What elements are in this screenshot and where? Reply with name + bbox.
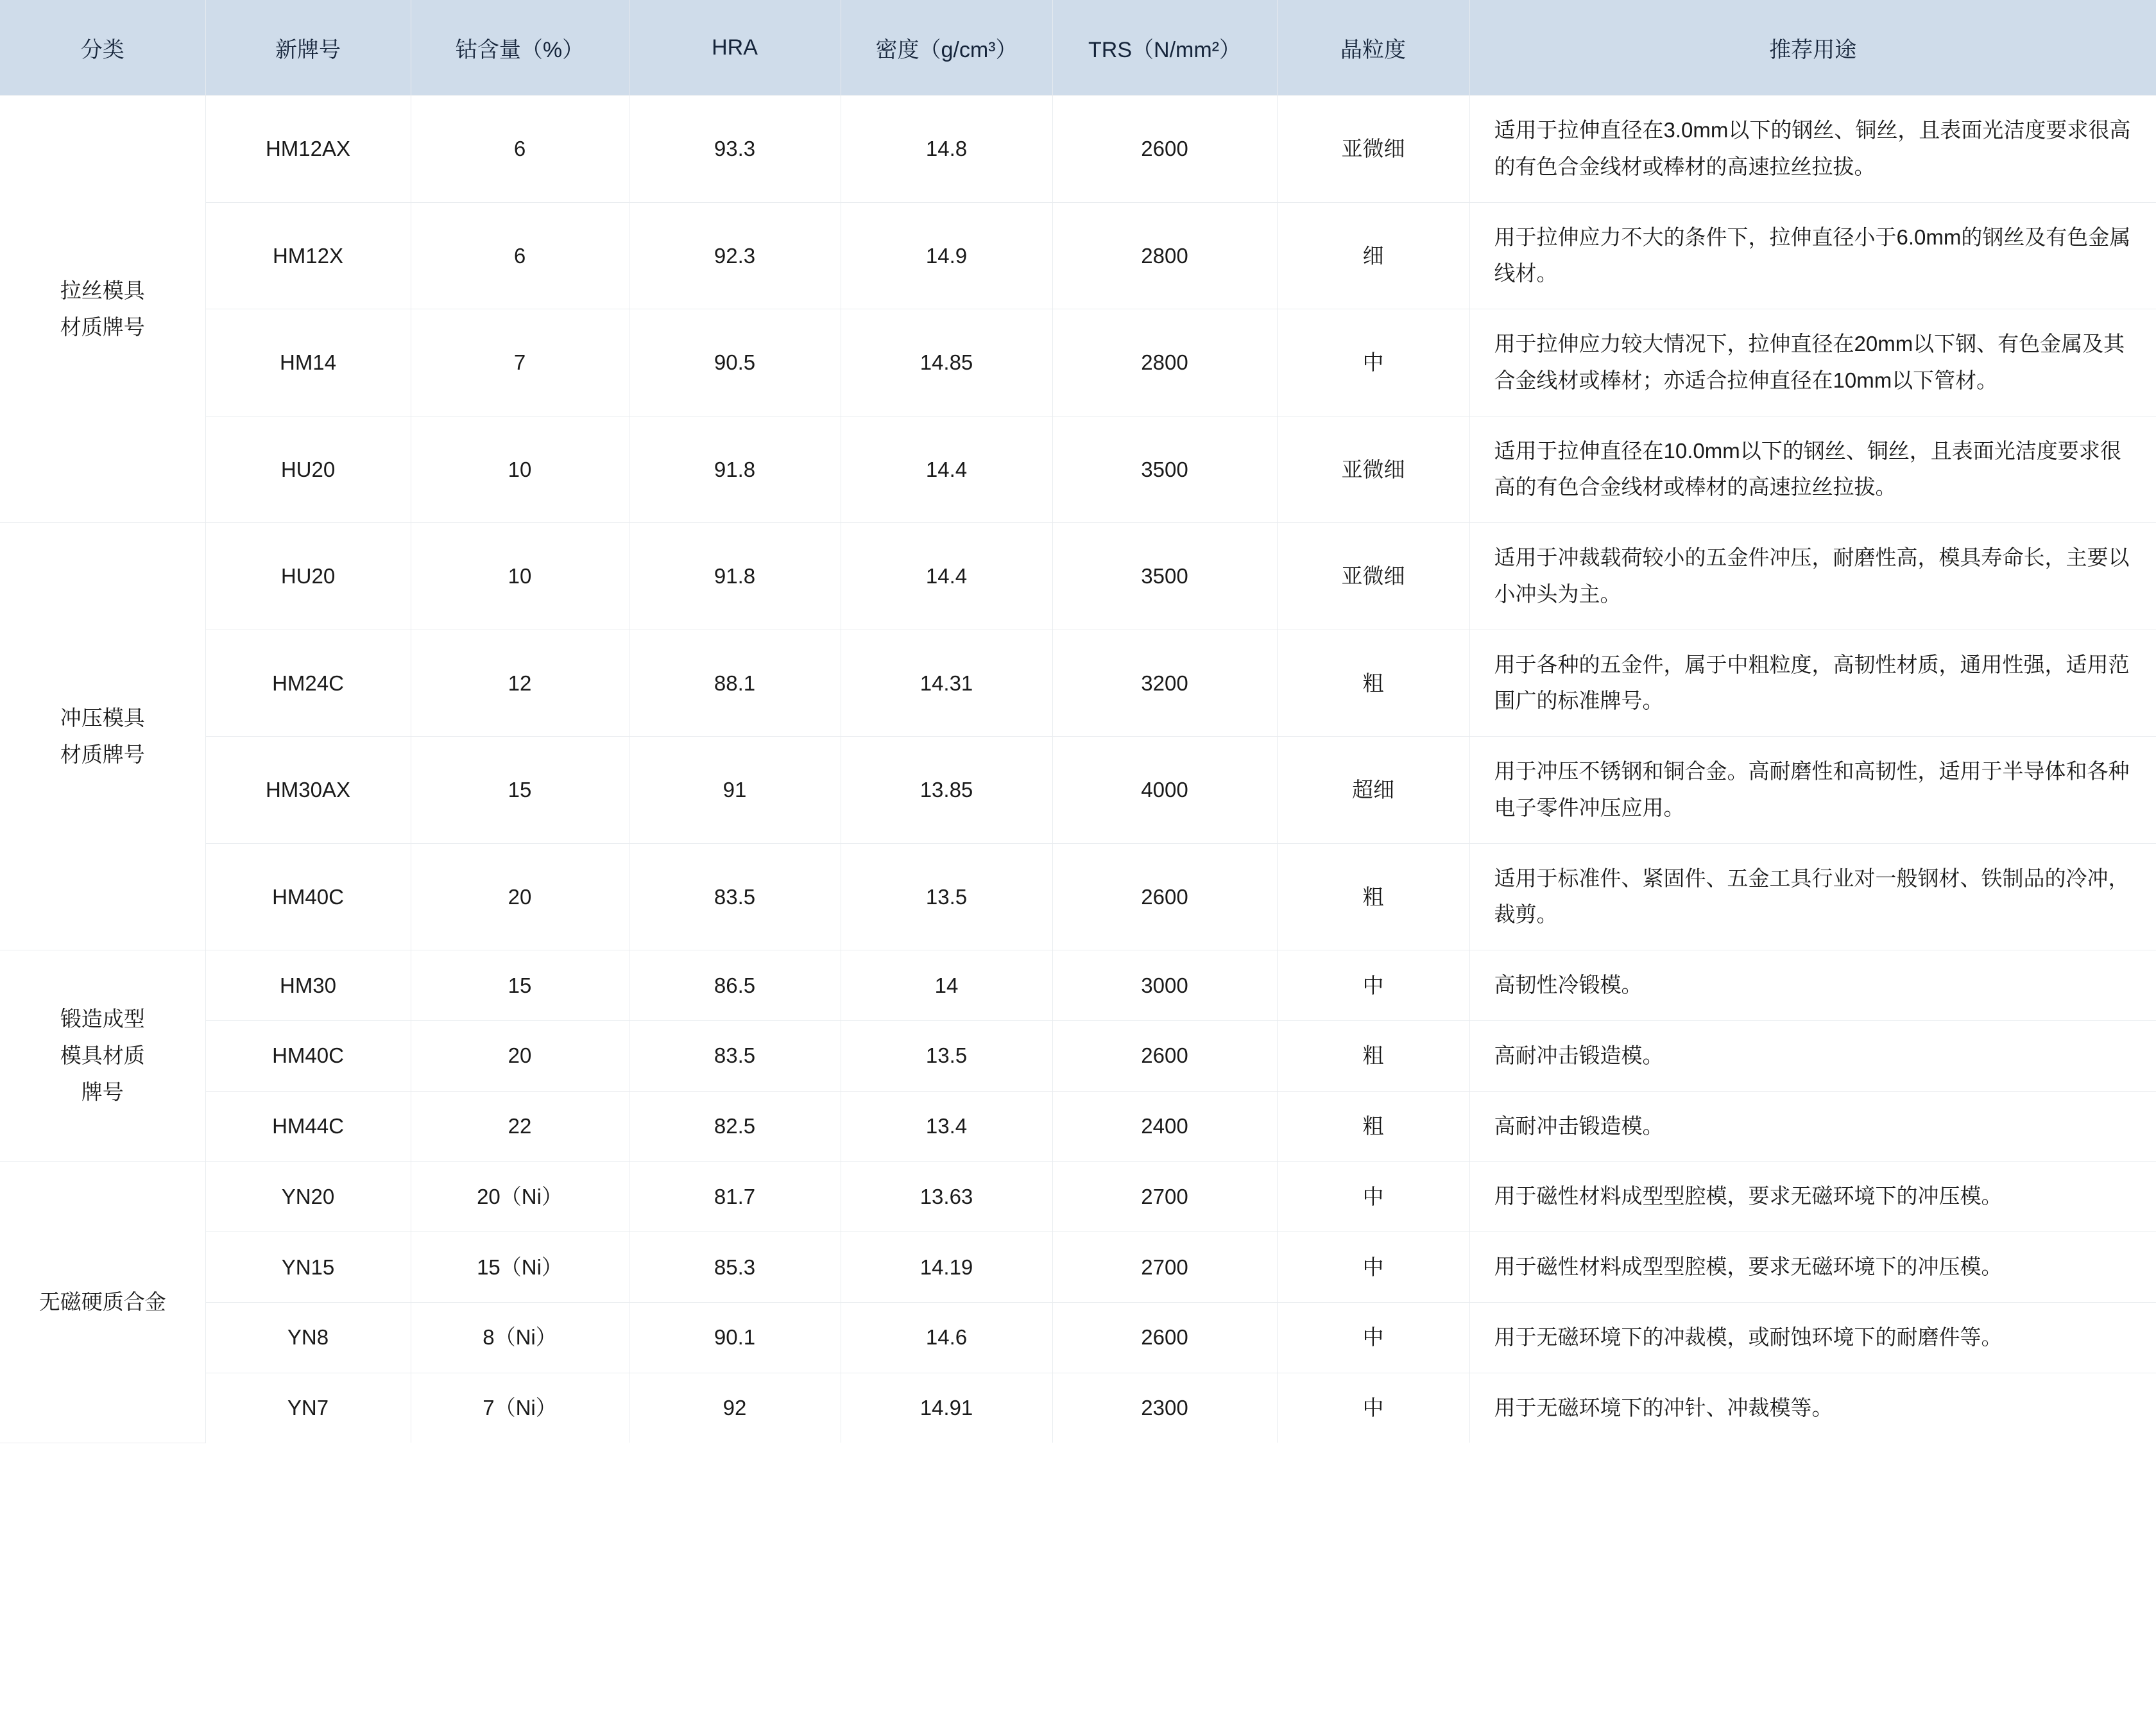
cobalt-content-cell: 7（Ni） bbox=[411, 1373, 629, 1443]
grain-size-cell: 粗 bbox=[1277, 1091, 1469, 1162]
density-cell: 13.5 bbox=[841, 1020, 1052, 1091]
trs-cell: 4000 bbox=[1052, 737, 1277, 844]
recommended-use-cell: 用于拉伸应力不大的条件下，拉伸直径小于6.0mm的钢丝及有色金属线材。 bbox=[1469, 202, 2156, 309]
table-row bbox=[0, 1091, 2156, 1162]
density-cell: 14.4 bbox=[841, 523, 1052, 630]
column-header-grain: 晶粒度 bbox=[1277, 0, 1469, 96]
grain-size-cell: 中 bbox=[1277, 309, 1469, 416]
cobalt-content-cell: 6 bbox=[411, 96, 629, 203]
cobalt-content-cell: 10 bbox=[411, 523, 629, 630]
density-cell: 13.63 bbox=[841, 1162, 1052, 1232]
recommended-use-cell: 高韧性冷锻模。 bbox=[1469, 950, 2156, 1021]
column-header-trs: TRS（N/mm²） bbox=[1052, 0, 1277, 96]
grade-cell: HU20 bbox=[205, 523, 411, 630]
grade-cell: HM30 bbox=[205, 950, 411, 1021]
table-body bbox=[0, 96, 2156, 1443]
table-row bbox=[0, 1162, 2156, 1232]
trs-cell: 2700 bbox=[1052, 1232, 1277, 1303]
density-cell: 14.85 bbox=[841, 309, 1052, 416]
grain-size-cell: 中 bbox=[1277, 1162, 1469, 1232]
category-cell: 锻造成型 模具材质 牌号 bbox=[0, 950, 205, 1162]
table-row bbox=[0, 523, 2156, 630]
grade-cell: HM30AX bbox=[205, 737, 411, 844]
cobalt-content-cell: 15 bbox=[411, 737, 629, 844]
table-row bbox=[0, 1020, 2156, 1091]
recommended-use-cell: 用于拉伸应力较大情况下，拉伸直径在20mm以下钢、有色金属及其合金线材或棒材；亦适合拉伸直径在10mm以下管材。 bbox=[1469, 309, 2156, 416]
trs-cell: 3000 bbox=[1052, 950, 1277, 1021]
recommended-use-cell: 适用于冲裁载荷较小的五金件冲压，耐磨性高，模具寿命长，主要以小冲头为主。 bbox=[1469, 523, 2156, 630]
density-cell: 14.8 bbox=[841, 96, 1052, 203]
hra-cell: 81.7 bbox=[629, 1162, 841, 1232]
hra-cell: 83.5 bbox=[629, 1020, 841, 1091]
trs-cell: 2600 bbox=[1052, 1020, 1277, 1091]
trs-cell: 2600 bbox=[1052, 96, 1277, 203]
density-cell: 14.4 bbox=[841, 416, 1052, 523]
column-header-grade: 新牌号 bbox=[205, 0, 411, 96]
trs-cell: 3200 bbox=[1052, 630, 1277, 737]
grade-cell: YN15 bbox=[205, 1232, 411, 1303]
grain-size-cell: 亚微细 bbox=[1277, 416, 1469, 523]
grade-cell: YN7 bbox=[205, 1373, 411, 1443]
hra-cell: 82.5 bbox=[629, 1091, 841, 1162]
trs-cell: 2300 bbox=[1052, 1373, 1277, 1443]
recommended-use-cell: 用于无磁环境下的冲针、冲裁模等。 bbox=[1469, 1373, 2156, 1443]
density-cell: 14.19 bbox=[841, 1232, 1052, 1303]
recommended-use-cell: 用于无磁环境下的冲裁模，或耐蚀环境下的耐磨件等。 bbox=[1469, 1302, 2156, 1373]
trs-cell: 2800 bbox=[1052, 202, 1277, 309]
cobalt-content-cell: 15（Ni） bbox=[411, 1232, 629, 1303]
trs-cell: 3500 bbox=[1052, 416, 1277, 523]
density-cell: 14.9 bbox=[841, 202, 1052, 309]
grain-size-cell: 粗 bbox=[1277, 843, 1469, 950]
recommended-use-cell: 用于磁性材料成型型腔模，要求无磁环境下的冲压模。 bbox=[1469, 1162, 2156, 1232]
grade-cell: HM14 bbox=[205, 309, 411, 416]
column-header-use: 推荐用途 bbox=[1469, 0, 2156, 96]
table-row bbox=[0, 737, 2156, 844]
grade-cell: HU20 bbox=[205, 416, 411, 523]
table-header-row bbox=[0, 0, 2156, 96]
table-row bbox=[0, 1232, 2156, 1303]
trs-cell: 2800 bbox=[1052, 309, 1277, 416]
table-row bbox=[0, 1373, 2156, 1443]
grain-size-cell: 中 bbox=[1277, 1302, 1469, 1373]
recommended-use-cell: 适用于标准件、紧固件、五金工具行业对一般钢材、铁制品的冷冲，裁剪。 bbox=[1469, 843, 2156, 950]
density-cell: 14.31 bbox=[841, 630, 1052, 737]
recommended-use-cell: 用于各种的五金件，属于中粗粒度，高韧性材质，通用性强，适用范围广的标准牌号。 bbox=[1469, 630, 2156, 737]
category-cell: 无磁硬质合金 bbox=[0, 1162, 205, 1443]
hra-cell: 91.8 bbox=[629, 523, 841, 630]
cobalt-content-cell: 20 bbox=[411, 1020, 629, 1091]
recommended-use-cell: 高耐冲击锻造模。 bbox=[1469, 1091, 2156, 1162]
trs-cell: 3500 bbox=[1052, 523, 1277, 630]
grade-cell: HM24C bbox=[205, 630, 411, 737]
recommended-use-cell: 用于磁性材料成型型腔模，要求无磁环境下的冲压模。 bbox=[1469, 1232, 2156, 1303]
hra-cell: 90.1 bbox=[629, 1302, 841, 1373]
hra-cell: 88.1 bbox=[629, 630, 841, 737]
table-row bbox=[0, 843, 2156, 950]
category-cell: 冲压模具 材质牌号 bbox=[0, 523, 205, 950]
grade-cell: HM40C bbox=[205, 843, 411, 950]
density-cell: 14 bbox=[841, 950, 1052, 1021]
grade-cell: YN8 bbox=[205, 1302, 411, 1373]
grain-size-cell: 中 bbox=[1277, 950, 1469, 1021]
cobalt-content-cell: 12 bbox=[411, 630, 629, 737]
grain-size-cell: 中 bbox=[1277, 1232, 1469, 1303]
column-header-cobalt: 钴含量（%） bbox=[411, 0, 629, 96]
hra-cell: 93.3 bbox=[629, 96, 841, 203]
cobalt-content-cell: 20 bbox=[411, 843, 629, 950]
grain-size-cell: 亚微细 bbox=[1277, 523, 1469, 630]
grain-size-cell: 粗 bbox=[1277, 630, 1469, 737]
table-row bbox=[0, 950, 2156, 1021]
density-cell: 13.85 bbox=[841, 737, 1052, 844]
cobalt-content-cell: 8（Ni） bbox=[411, 1302, 629, 1373]
hra-cell: 92.3 bbox=[629, 202, 841, 309]
table-row bbox=[0, 96, 2156, 203]
grade-cell: YN20 bbox=[205, 1162, 411, 1232]
grade-cell: HM44C bbox=[205, 1091, 411, 1162]
hra-cell: 91.8 bbox=[629, 416, 841, 523]
table-row bbox=[0, 630, 2156, 737]
table-row bbox=[0, 309, 2156, 416]
category-cell: 拉丝模具 材质牌号 bbox=[0, 96, 205, 523]
trs-cell: 2600 bbox=[1052, 843, 1277, 950]
grain-size-cell: 超细 bbox=[1277, 737, 1469, 844]
cobalt-content-cell: 22 bbox=[411, 1091, 629, 1162]
density-cell: 13.5 bbox=[841, 843, 1052, 950]
grade-cell: HM40C bbox=[205, 1020, 411, 1091]
column-header-density: 密度（g/cm³） bbox=[841, 0, 1052, 96]
grain-size-cell: 亚微细 bbox=[1277, 96, 1469, 203]
hra-cell: 92 bbox=[629, 1373, 841, 1443]
recommended-use-cell: 高耐冲击锻造模。 bbox=[1469, 1020, 2156, 1091]
grade-cell: HM12AX bbox=[205, 96, 411, 203]
grain-size-cell: 粗 bbox=[1277, 1020, 1469, 1091]
cobalt-content-cell: 7 bbox=[411, 309, 629, 416]
hra-cell: 86.5 bbox=[629, 950, 841, 1021]
table-row bbox=[0, 416, 2156, 523]
hra-cell: 83.5 bbox=[629, 843, 841, 950]
column-header-hra: HRA bbox=[629, 0, 841, 96]
density-cell: 14.6 bbox=[841, 1302, 1052, 1373]
trs-cell: 2600 bbox=[1052, 1302, 1277, 1373]
cobalt-content-cell: 10 bbox=[411, 416, 629, 523]
cobalt-content-cell: 20（Ni） bbox=[411, 1162, 629, 1232]
table-row bbox=[0, 1302, 2156, 1373]
grain-size-cell: 细 bbox=[1277, 202, 1469, 309]
cobalt-content-cell: 6 bbox=[411, 202, 629, 309]
table-row bbox=[0, 202, 2156, 309]
grain-size-cell: 中 bbox=[1277, 1373, 1469, 1443]
hra-cell: 90.5 bbox=[629, 309, 841, 416]
grade-cell: HM12X bbox=[205, 202, 411, 309]
recommended-use-cell: 用于冲压不锈钢和铜合金。高耐磨性和高韧性，适用于半导体和各种电子零件冲压应用。 bbox=[1469, 737, 2156, 844]
recommended-use-cell: 适用于拉伸直径在10.0mm以下的钢丝、铜丝，且表面光洁度要求很高的有色合金线材或棒材的高速拉丝拉拔。 bbox=[1469, 416, 2156, 523]
density-cell: 13.4 bbox=[841, 1091, 1052, 1162]
trs-cell: 2400 bbox=[1052, 1091, 1277, 1162]
table-header bbox=[0, 0, 2156, 96]
density-cell: 14.91 bbox=[841, 1373, 1052, 1443]
hra-cell: 91 bbox=[629, 737, 841, 844]
cobalt-content-cell: 15 bbox=[411, 950, 629, 1021]
trs-cell: 2700 bbox=[1052, 1162, 1277, 1232]
recommended-use-cell: 适用于拉伸直径在3.0mm以下的钢丝、铜丝，且表面光洁度要求很高的有色合金线材或棒材的高速拉丝拉拔。 bbox=[1469, 96, 2156, 203]
hra-cell: 85.3 bbox=[629, 1232, 841, 1303]
column-header-category: 分类 bbox=[0, 0, 205, 96]
